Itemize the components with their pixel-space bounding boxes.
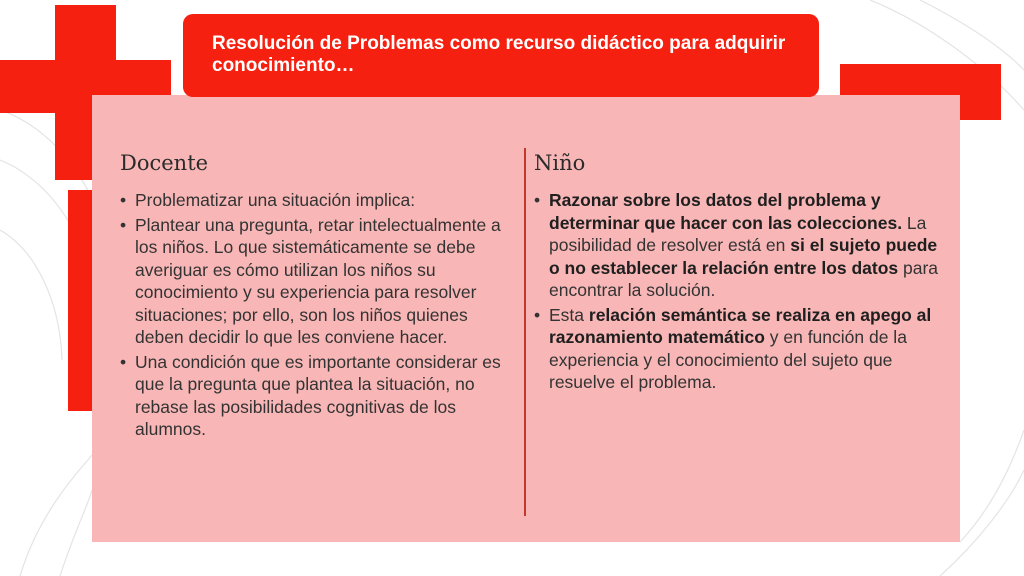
docente-bullet: • Problematizar una situación implica: <box>120 189 520 212</box>
bold-text: si el sujeto puede o no establecer la relación entre los datos <box>549 235 938 278</box>
docente-heading: Docente <box>120 151 209 175</box>
nino-heading: Niño <box>534 151 586 175</box>
bold-text: relación semántica se realiza en apego al razonamiento matemático <box>549 304 932 347</box>
cross-vertical-bottom <box>68 190 92 411</box>
column-divider <box>524 148 526 516</box>
nino-bullet <box>534 304 939 394</box>
docente-column <box>120 149 520 443</box>
docente-bullet: • Una condición que es importante considerar es que la pregunta que plantea la situación, no rebase las posibilidades cognitivas de los alumnos. <box>120 351 520 441</box>
nino-bullet <box>534 189 939 302</box>
bold-text: Razonar sobre los datos del problema y determinar que hacer con las colecciones. <box>549 190 903 233</box>
body-text: y en función de la experiencia y el conocimiento del sujeto que resuelve el problema. <box>549 327 907 392</box>
nino-list <box>534 189 939 394</box>
body-text: Esta <box>549 304 589 325</box>
slide-title: Resolución de Problemas como recurso didáctico para adquirir conocimiento… <box>212 33 786 76</box>
docente-bullet: • Plantear una pregunta, retar intelectualmente a los niños. Lo que sistemáticamente se debe averiguar es cómo utilizan los niños su conocimiento y su experiencia para resolver situaciones; por ello, son los niños quienes deben decidir lo que les conviene hacer. <box>120 214 520 349</box>
body-text: para encontrar la solución. <box>549 257 939 300</box>
body-text: La posibilidad de resolver está en <box>549 212 927 255</box>
docente-list <box>120 189 520 441</box>
title-banner <box>183 14 819 97</box>
nino-column <box>534 149 939 396</box>
